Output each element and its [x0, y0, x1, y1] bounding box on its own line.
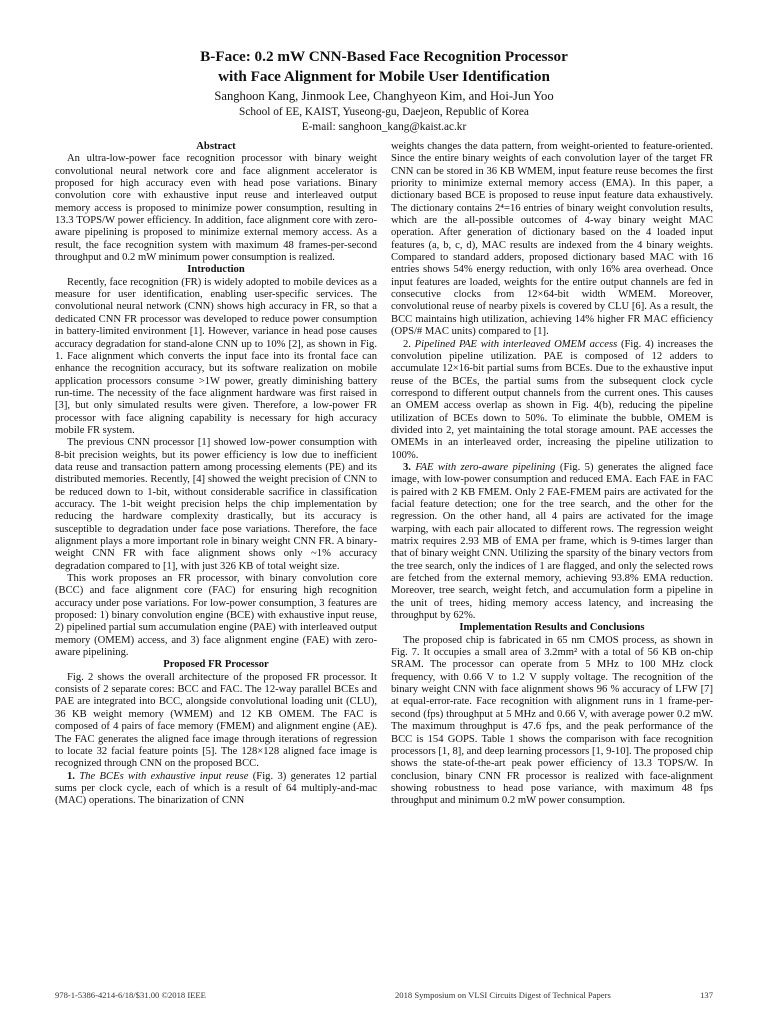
right-column [391, 141, 713, 808]
author-list: Sanghoon Kang, Jinmook Lee, Changhyeon Kim, and Hoi-Jun Yoo [214, 89, 554, 103]
implementation-paragraph: The proposed chip is fabricated in 65 nm CMOS process, as shown in Fig. 7. It occupies a small area of 3.2mm² with a total of 56 KB on-chip SRAM. The processor can operate from 5 MHz to 100 MHz clock frequency, with 0.66 V to 1.2 V supply voltage. The recognition of the binary weight CNN with face alignment shows 96 % accuracy of LFW [7] at equal-error-rate. Face recognition with alignment runs in 1 frame-per-second (fps) throughput at 5 MHz and 0.66 V, with average power 0.2 mW. The maximum throughput is 47.6 fps, and the peak performance of the BCC is 154 GOPS. Table 1 shows the comparison with face recognition processors [1, 8], and deep learning processors [1, 9-10]. The proposed chip shows the state-of-the-art peak power efficiency of 13.3 TOPS/W. In conclusion, binary CNN FR processor is realized with face-alignment showing robustness to head pose variance, with maximum 48 fps throughput and minimum 0.2 mW power consumption. [391, 634, 713, 807]
paper-title [40, 47, 728, 87]
pae-item-body: (Fig. 4) increases the convolution pipeline utilization. PAE is composed of 12 adders to accumulate 12×16-bit partial sums from BCEs. Due to the exhaustive input reuse of the BCEs, the partial sums from the subsequent clock cycle correspond to different output channels from the current ones. This causes an OMEM access overlap as shown in Fig. 4(b), reducing the pipeline utilization of BCEs down to 50%. To eliminate the bubble, OMEM is divided into 2, yet maintaining the total storage amount. PAE accesses the OMEMs in an interleaved order, increasing the pipeline utilization to 100%. [391, 338, 713, 461]
fae-item-body: (Fig. 5) generates the aligned face image, with low-power consumption and reduced EMA. Each FAE in FAC is paired with 2 KB FMEM. Only 2 FAE-FMEM pairs are activated for the facial feature detection; one for the tree search, and the other for the regression. On the other hand, all 4 pairs are activated for the image warping, with each pair allocated to different rows. The regression weight matrix requires 2.93 MB of EMA per frame, which is 9-times larger than that of binary weight CNN. Utilizing the sparsity of the binary vectors from the tree search, only the indices of 1 are flagged, and only the selected rows are fetched from the external memory, achieving 93.8% EMA reduction. Moreover, tree search, weight fetch, and accumulation form a pipeline in the unit of trees, hiding memory access latency, and increasing the throughput by 62%. [391, 461, 714, 622]
bce-continued-paragraph: weights changes the data pattern, from weight-oriented to feature-oriented. Since the entire binary weights of each convolution layer of the target FR CNN can be stored in 36 KB WMEM, input feature reuse becomes the first priority to minimize external memory access (EMA). In this paper, a dictionary based BCE is proposed to reuse input feature data exhaustively. The dictionary contains 2⁴=16 entries of binary weight convolution results, which are the all-possible outcomes of 4-way binary weight MAC operation. After generation of dictionary based on the 4 loaded input features (a, b, c, d), MAC results are indexed from the 4 binary weights. Compared to standard adders, proposed dictionary based MAC with 16 entries shows 54% energy reduction, with only 16% area overhead. Once input features are loaded, weights for the entire output channels are fed in consecutive clocks from 12×64-bit width WMEM. Moreover, convolutional reuse of nearby pixels is covered by CLU [6]. As a result, the BCC maintains high utilization, achieving 14% higher FR MAC efficiency (OPS/# MAC units) compared to [1]. [391, 141, 713, 338]
pae-item-title: Pipelined PAE with interleaved OMEM access [414, 338, 618, 350]
intro-paragraph-1: Recently, face recognition (FR) is widely adopted to mobile devices as a measure for user identification, enabling user-specific services. The convolutional neural network (CNN) shows high accuracy in FR, so that a dedicated CNN FR processor was developed to reduce power consumption in battery-limited environment [1]. However, variance in head pose causes accuracy degradation for stand-alone CNN up to 10% [2], as shown in Fig. 1. Face alignment which converts the input face into its frontal face can enhance the recognition accuracy, but its software realization on mobile application processors consume >1W power, greatly diminishing battery run-time. The necessity of the face alignment hardware was first raised in [3], but only simulated results were given. Therefore, a low-power FR processor with face aligning capability is necessary for high accuracy mobile FR system. [55, 276, 377, 436]
left-column [55, 141, 377, 808]
fae-item-title: FAE with zero-aware pipelining [415, 461, 556, 473]
email-address: E-mail: sanghoon_kang@kaist.ac.kr [301, 121, 467, 133]
intro-paragraph-2: The previous CNN processor [1] showed low-power consumption with 8-bit precision weights, but its power efficiency is low due to inefficient data reuse and transaction pattern among processing elements (PE) and its distributed memories. Recently, [4] showed the weight precision of CNN to be reduced down to 1-bit, without considerable sacrifice in classification accuracy. The 1-bit weight precision helps the chip implementation by reducing the hardware complexity drastically, but its accuracy is susceptible to degradation under face pose variations. Therefore, the face alignment plays a more important role in binary weight CNN FR. A binary-weight CNN FR with face alignment shows only ~1% accuracy degradation compared to [1], with just 326 KB of total weight size. [55, 437, 377, 572]
pae-paragraph [391, 339, 713, 462]
bce-item-number: 1. [67, 770, 75, 782]
bce-paragraph [55, 771, 377, 808]
implementation-heading: Implementation Results and Conclusions [459, 622, 645, 634]
fae-paragraph [391, 462, 713, 622]
abstract-heading: Abstract [196, 141, 236, 152]
intro-paragraph-3: This work proposes an FR processor, with binary convolution core (BCC) and face alignment core (FAC) for ensuring high recognition accuracy under pose variations. For low-power consumption, 3 features are proposed: 1) binary convolution engine (BCE) with exhaustive input reuse, 2) pipelined partial sum accumulation engine (PAE) with interleaved output memory (OMEM) access, and 3) face alignment engine (FAE) with zero-aware pipelining. [55, 573, 377, 659]
bce-item-title: The BCEs with exhaustive input reuse [79, 770, 249, 782]
page-number: 137 [700, 990, 713, 1000]
fae-item-number: 3. [403, 461, 411, 473]
title-line-2: with Face Alignment for Mobile User Identification [218, 68, 550, 85]
copyright-isbn: 978-1-5386-4214-6/18/$31.00 ©2018 IEEE [55, 990, 206, 1000]
introduction-heading: Introduction [187, 264, 245, 276]
pae-item-number: 2. [403, 338, 411, 350]
venue-name: 2018 Symposium on VLSI Circuits Digest of Technical Papers [395, 990, 611, 1000]
abstract-text: An ultra-low-power face recognition processor with binary weight convolutional neural network core and face alignment accelerator is proposed for high accuracy even with head pose variations. Binary convolution core with exhaustive input reuse and interleaved output memory access is proposed to minimize power consumption, resulting in 13.3 TOPS/W power efficiency. In addition, face alignment core with zero-aware pipelining is proposed to minimize external memory access. As a result, the face recognition system with maximum 48 frames-per-second throughput and 0.2 mW minimum power consumption is realized. [55, 153, 377, 264]
paper-header [40, 47, 728, 135]
bce-item-body: (Fig. 3) generates 12 partial sums per clock cycle, each of which is a result of 64 multiply-and-mac (MAC) operations. The binarization of CNN [55, 770, 377, 807]
proposed-processor-heading: Proposed FR Processor [163, 659, 269, 671]
title-line-1: B-Face: 0.2 mW CNN-Based Face Recognition Processor [200, 48, 568, 65]
affiliation: School of EE, KAIST, Yuseong-gu, Daejeon, Republic of Korea [239, 106, 529, 118]
proposed-processor-paragraph-1: Fig. 2 shows the overall architecture of the proposed FR processor. It consists of 2 separate cores: BCC and FAC. The 12-way parallel BCEs and PAE are integrated into BCC, alongside convolutional loading unit (CLU), 36 KB weight memory (WMEM) and 12 KB OMEM. The FAC is composed of 4 pairs of face memory (FMEM) and alignment engine (AE). The FAC generates the aligned face image through iterations of regression to locate 32 facial feature points [5]. The 128×128 aligned face image is recognized through CNN on the proposed BCC. [55, 671, 377, 770]
